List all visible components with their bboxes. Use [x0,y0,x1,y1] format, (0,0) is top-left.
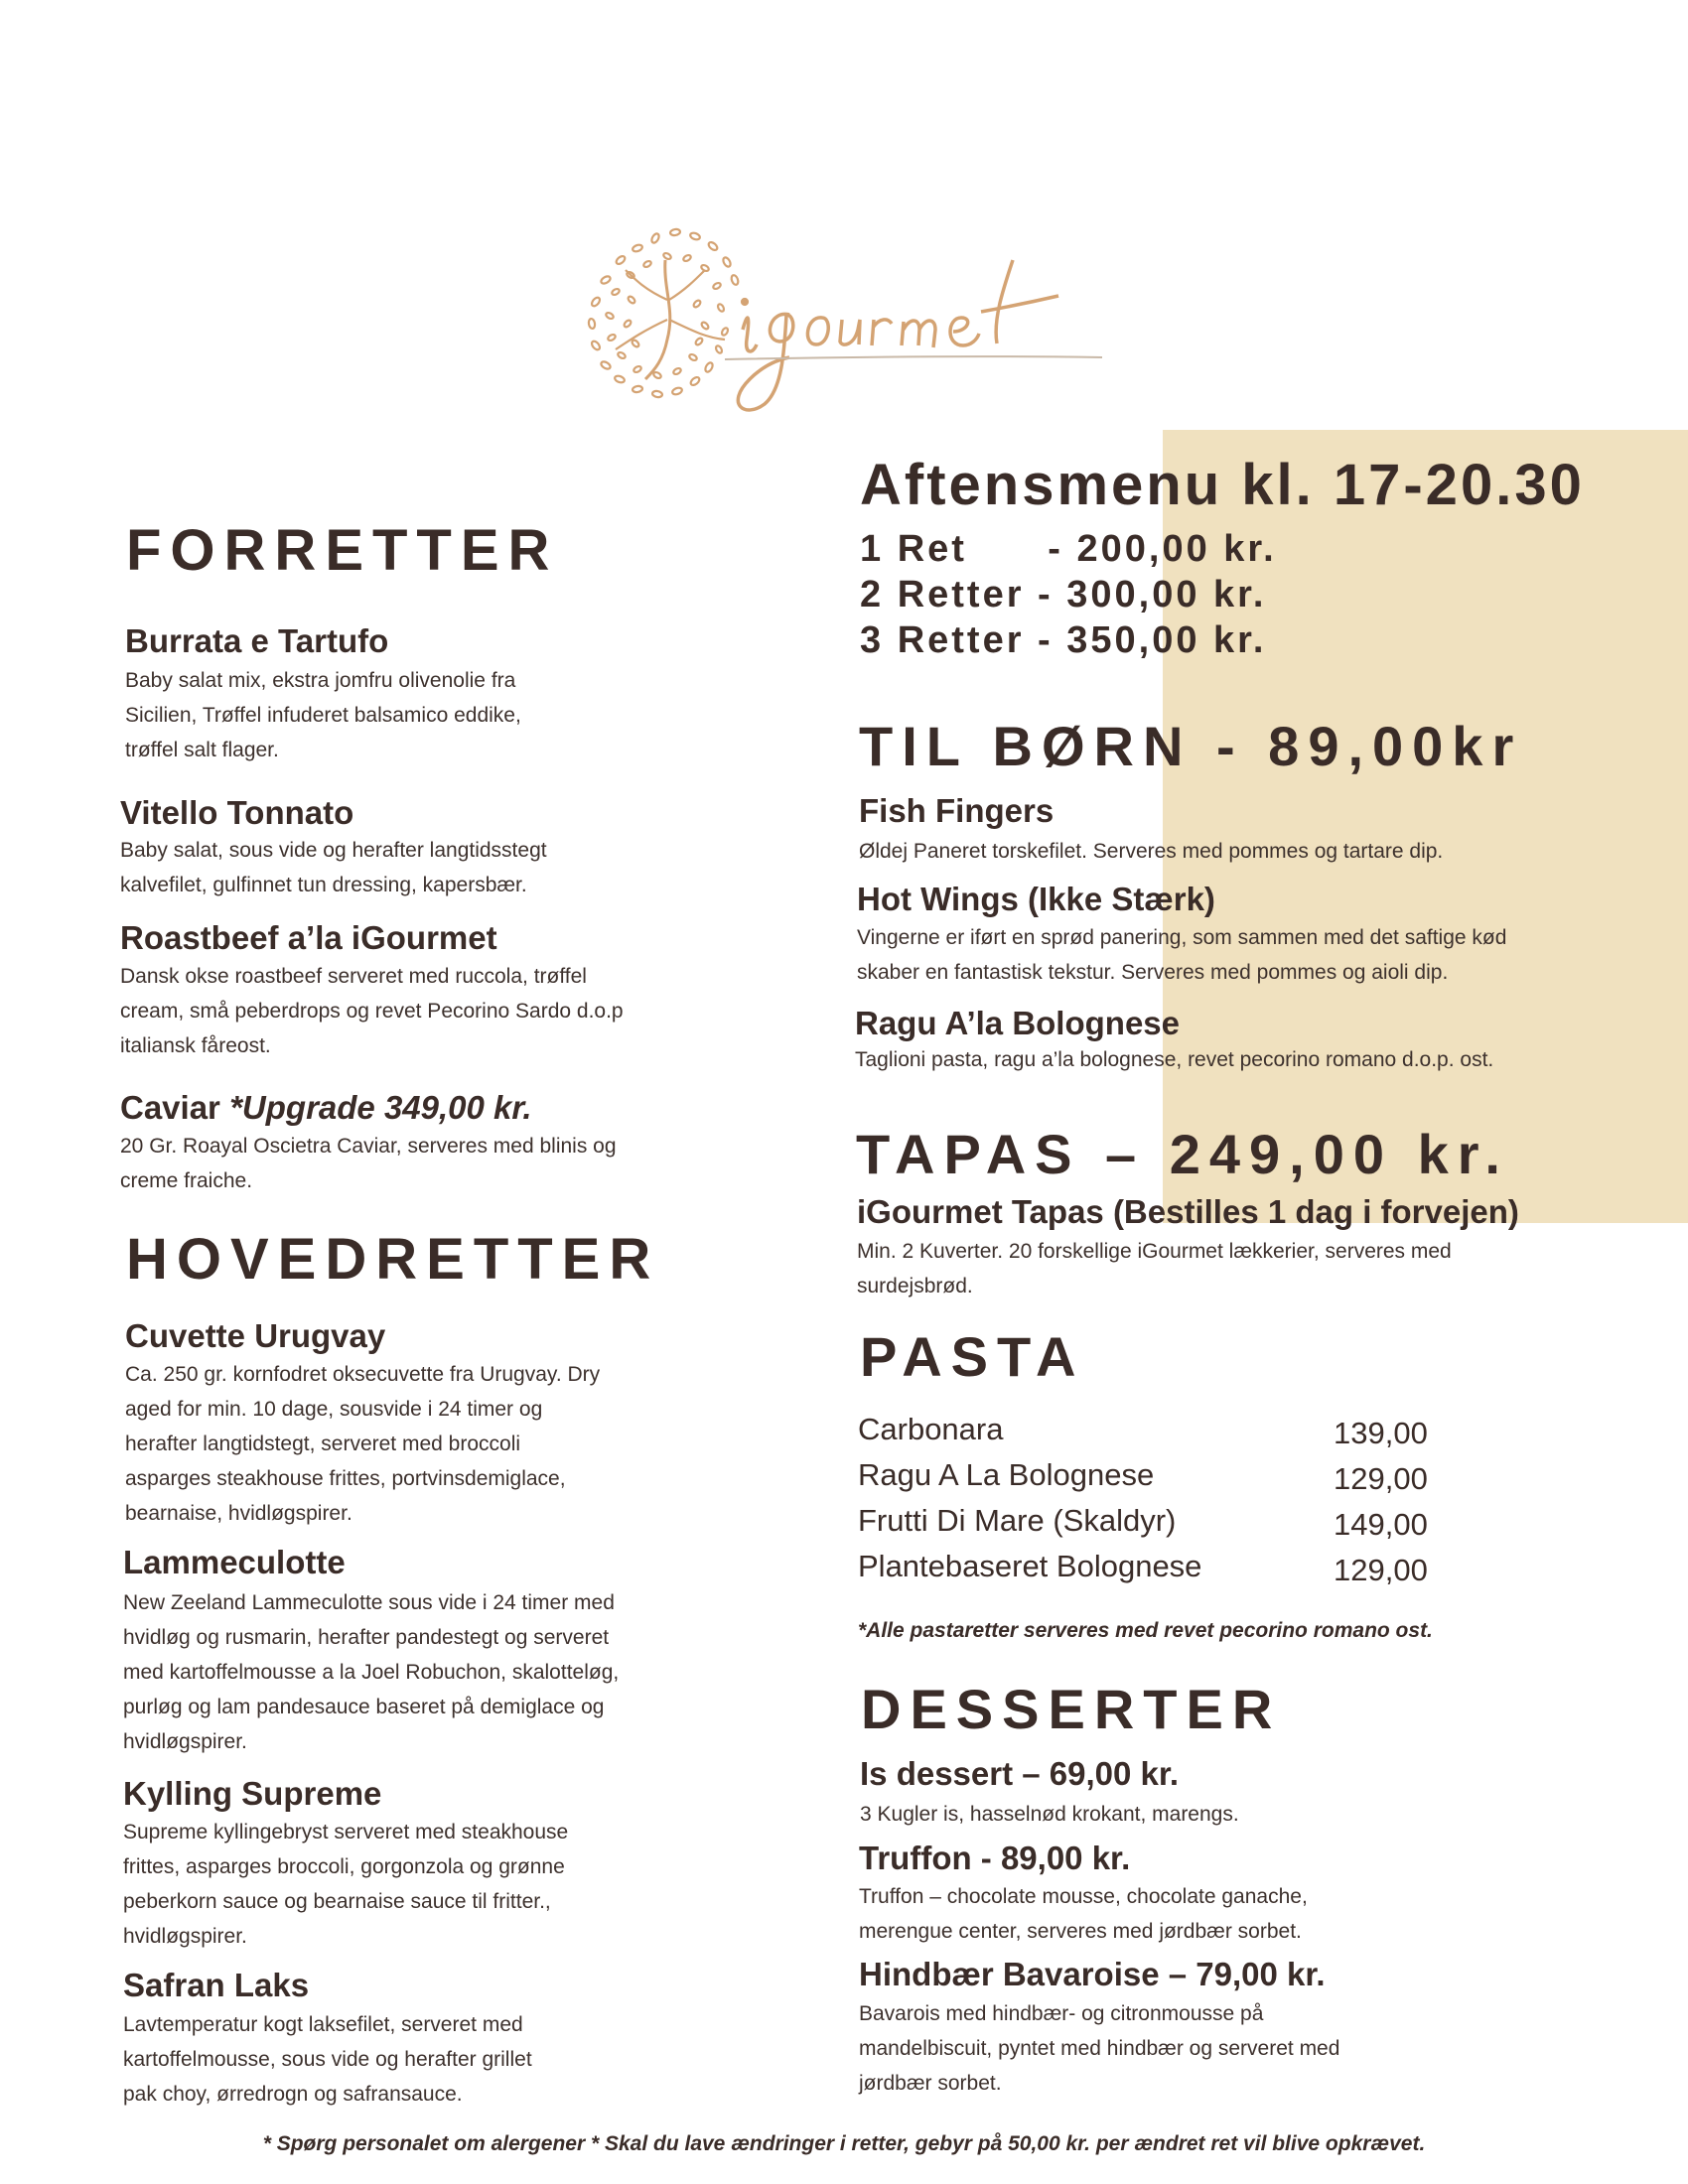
dish-name: Roastbeef a’la iGourmet [120,919,497,956]
dish-description: 3 Kugler is, hasselnød krokant, marengs. [860,1803,1239,1826]
dish-description: Ca. 250 gr. kornfodret oksecuvette fra Urugvay. Dry aged for min. 10 dage, sousvide i 24 timer og herafter langtidstegt, serveret med broccoli asparges steakhouse frittes, portvinsdemiglace, bearnaise, hvidløgspirer. [125,1363,601,1525]
tree-of-life-leaves-icon [576,220,1112,424]
dish-name: Caviar *Upgrade 349,00 kr. [120,1089,532,1126]
dish-name: Safran Laks [123,1967,310,2003]
dish-name: Kylling Supreme [123,1775,382,1812]
dish-description: Lavtemperatur kogt laksefilet, serveret med kartoffelmousse, sous vide og herafter grillet pak choy, ørredrogn og safransauce. [123,2013,532,2106]
dish-name: Is dessert – 69,00 kr. [860,1755,1180,1792]
dish-name: Vitello Tonnato [120,794,354,831]
course-price-line: 2 Retter - 300,00 kr. [860,574,1267,615]
dish-description: Supreme kyllingebryst serveret med steakhouse frittes, asparges broccoli, gorgonzola og grønne peberkorn sauce og bearnaise sauce til fritter., hvidløgspirer. [123,1821,569,1948]
dish-description: Baby salat, sous vide og herafter langtidsstegt kalvefilet, gulfinnet tun dressing, kapersbær. [120,839,547,896]
dish-name: Lammeculotte [123,1544,346,1580]
dish-description: Baby salat mix, ekstra jomfru olivenolie fra Sicilien, Trøffel infuderet balsamico eddike, trøffel salt flager. [125,669,521,761]
dish-name: Cuvette Urugvay [125,1317,386,1354]
dish-name: Hindbær Bavaroise – 79,00 kr. [859,1956,1326,1992]
section-heading-tapas: TAPAS – 249,00 kr. [856,1123,1509,1185]
section-heading-hovedretter: HOVEDRETTER [126,1227,660,1292]
pasta-item-name: Carbonara [858,1412,1004,1446]
dish-name: Truffon - 89,00 kr. [859,1840,1131,1876]
section-heading-forretter: FORRETTER [126,518,559,583]
igourmet-logo [576,220,1112,424]
pasta-price-list [1334,1411,1428,1593]
dish-description: Min. 2 Kuverter. 20 forskellige iGourmet lækkerier, serveres med surdejsbrød. [857,1240,1452,1297]
dish-name: Fish Fingers [859,792,1055,829]
dish-name: Ragu A’la Bolognese [855,1005,1181,1041]
section-heading-kids: TIL BØRN - 89,00kr [859,715,1523,777]
course-price-line: 1 Ret - 200,00 kr. [860,528,1277,570]
upgrade-price: *Upgrade 349,00 kr. [229,1089,532,1126]
evening-menu-title: Aftensmenu kl. 17-20.30 [860,453,1585,517]
section-heading-pasta: PASTA [860,1325,1085,1388]
dish-description: Taglioni pasta, ragu a’la bolognese, revet pecorino romano d.o.p. ost. [855,1048,1494,1071]
dish-description: Truffon – chocolate mousse, chocolate ganache, merengue center, serveres med jørdbær sorbet. [859,1885,1308,1943]
pasta-item-name: Ragu A La Bolognese [858,1457,1155,1492]
section-heading-desserter: DESSERTER [861,1678,1282,1740]
dish-description: New Zeeland Lammeculotte sous vide i 24 timer med hvidløg og rusmarin, herafter pandestegt og serveret med kartoffelmousse a la Joel Robuchon, skalotteløg, purløg og lam pandesauce baseret på demiglace og hvidløgspirer. [123,1591,620,1753]
pasta-item-price: 149,00 [1334,1507,1428,1542]
dish-description: Dansk okse roastbeef serveret med ruccola, trøffel cream, små peberdrops og revet Pecorino Sardo d.o.p italiansk fåreost. [120,965,624,1057]
dish-name: Hot Wings (Ikke Stærk) [857,881,1215,917]
pasta-list [858,1407,1201,1589]
pasta-item-price: 129,00 [1334,1553,1428,1587]
course-price-line: 3 Retter - 350,00 kr. [860,619,1267,661]
dish-description: 20 Gr. Roayal Oscietra Caviar, serveres med blinis og creme fraiche. [120,1135,617,1192]
pasta-item-name: Plantebaseret Bolognese [858,1549,1202,1583]
allergen-footer-note: * Spørg personalet om alergener * Skal du lave ændringer i retter, gebyr på 50,00 kr. per ændret ret vil blive opkrævet. [262,2132,1426,2155]
pasta-note: *Alle pastaretter serveres med revet pecorino romano ost. [858,1619,1433,1642]
dish-name: Burrata e Tartufo [125,622,389,659]
dish-description: Øldej Paneret torskefilet. Serveres med pommes og tartare dip. [859,840,1444,863]
dish-description: Vingerne er iført en sprød panering, som sammen med det saftige kød skaber en fantastisk tekstur. Serveres med pommes og aioli dip. [857,926,1507,984]
pasta-item-name: Frutti Di Mare (Skaldyr) [858,1503,1177,1538]
dish-description: Bavarois med hindbær- og citronmousse på mandelbiscuit, pyntet med hindbær og serveret med jørdbær sorbet. [859,2002,1340,2095]
pasta-item-price: 139,00 [1334,1416,1428,1450]
dish-name: iGourmet Tapas (Bestilles 1 dag i forvejen) [857,1193,1519,1230]
pasta-item-price: 129,00 [1334,1461,1428,1496]
